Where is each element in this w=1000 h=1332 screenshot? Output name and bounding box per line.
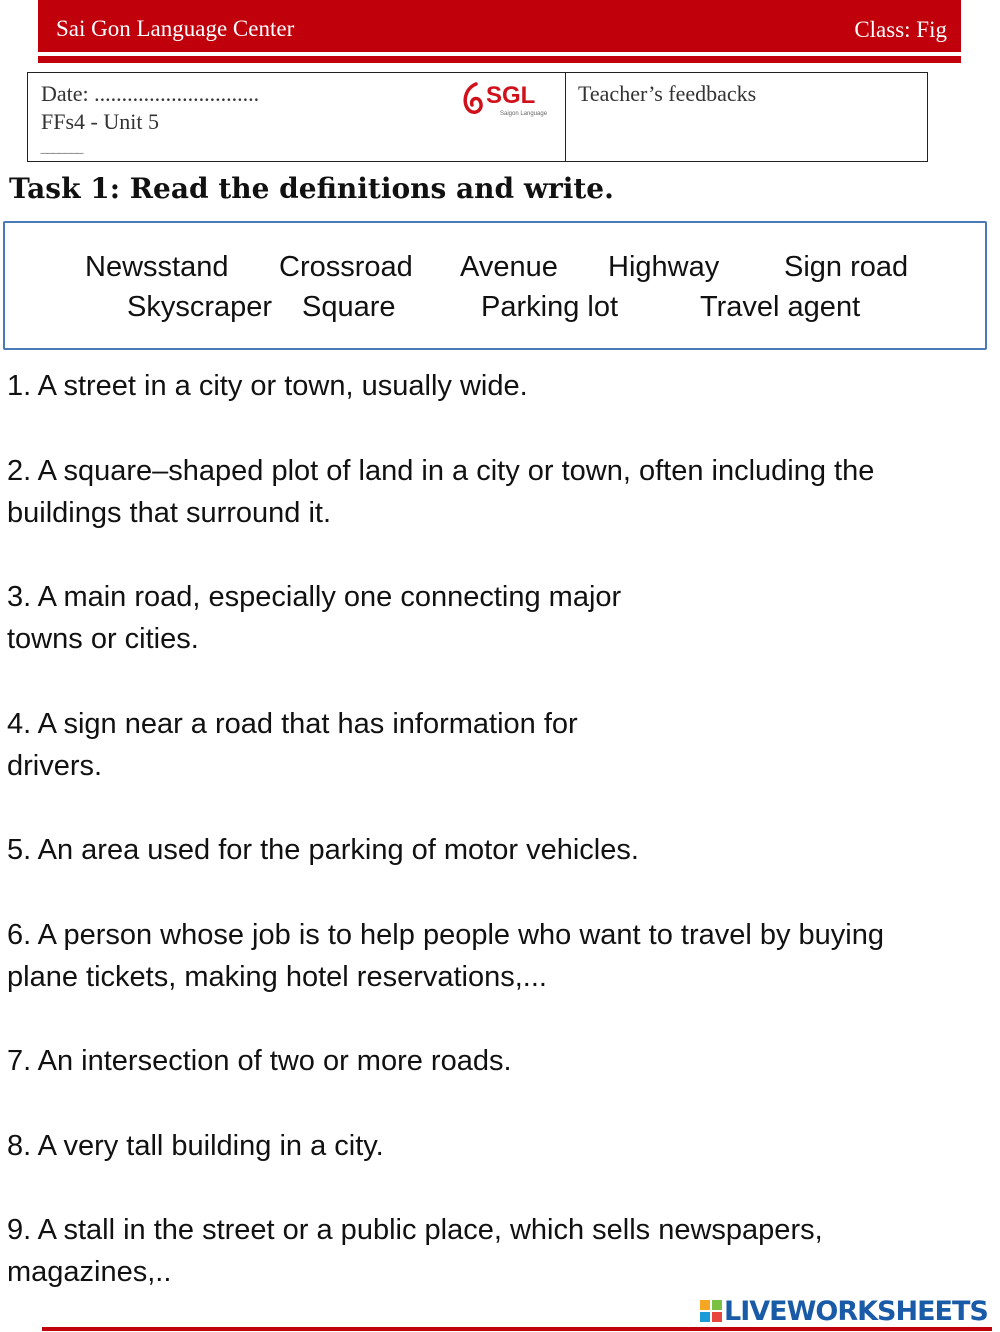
teacher-feedback-label: Teacher’s feedbacks — [578, 81, 757, 106]
definition-6-cont: plane tickets, making hotel reservations,... — [7, 961, 547, 993]
definition-3: 3. A main road, especially one connecting major — [7, 581, 622, 613]
word-newsstand: Newsstand — [85, 251, 229, 283]
definition-3-cont: towns or cities. — [7, 623, 199, 655]
definition-2-cont: buildings that surround it. — [7, 497, 332, 529]
word-bank — [3, 221, 987, 350]
school-name: Sai Gon Language Center — [56, 16, 295, 41]
definition-5: 5. An area used for the parking of motor vehicles. — [7, 834, 639, 866]
word-sign-road: Sign road — [784, 251, 909, 283]
sgl-logo-subtext: Saigon Language — [500, 111, 548, 117]
footer-divider — [42, 1327, 992, 1331]
definition-2: 2. A square–shaped plot of land in a city or town, often including the — [7, 455, 875, 487]
liveworksheets-logo — [700, 1296, 988, 1328]
info-left-cell — [28, 73, 566, 161]
definition-8: 8. A very tall building in a city. — [7, 1130, 384, 1162]
info-table — [27, 72, 928, 162]
unit-label: FFs4 - Unit 5 — [41, 109, 159, 134]
definition-9-cont: magazines,.. — [7, 1256, 172, 1288]
word-skyscraper: Skyscraper — [127, 291, 273, 323]
class-label: Class: Fig — [854, 17, 947, 42]
definition-6: 6. A person whose job is to help people who want to travel by buying — [7, 919, 885, 951]
cut-off-text: ‾‾‾‾‾‾‾ — [41, 151, 83, 161]
liveworksheets-text: LIVEWORKSHEETS — [724, 1296, 988, 1327]
definition-9: 9. A stall in the street or a public place, which sells newspapers, — [7, 1214, 823, 1246]
liveworksheets-icon — [700, 1300, 722, 1322]
task-title: Task 1: Read the definitions and write. — [9, 172, 614, 205]
word-avenue: Avenue — [460, 251, 558, 283]
sgl-logo-text: SGL — [486, 82, 536, 109]
word-square: Square — [302, 291, 396, 323]
word-highway: Highway — [608, 251, 720, 283]
word-crossroad: Crossroad — [279, 251, 413, 283]
date-field: Date: .............................. — [41, 81, 260, 106]
word-travel-agent: Travel agent — [700, 291, 861, 323]
definition-7: 7. An intersection of two or more roads. — [7, 1045, 512, 1077]
sgl-logo — [460, 79, 555, 119]
definition-1: 1. A street in a city or town, usually wide. — [7, 370, 528, 402]
definition-4-cont: drivers. — [7, 750, 103, 782]
header-bar — [38, 0, 961, 52]
header-divider — [38, 56, 961, 63]
word-parking-lot: Parking lot — [481, 291, 619, 323]
definition-4: 4. A sign near a road that has information for — [7, 708, 578, 740]
